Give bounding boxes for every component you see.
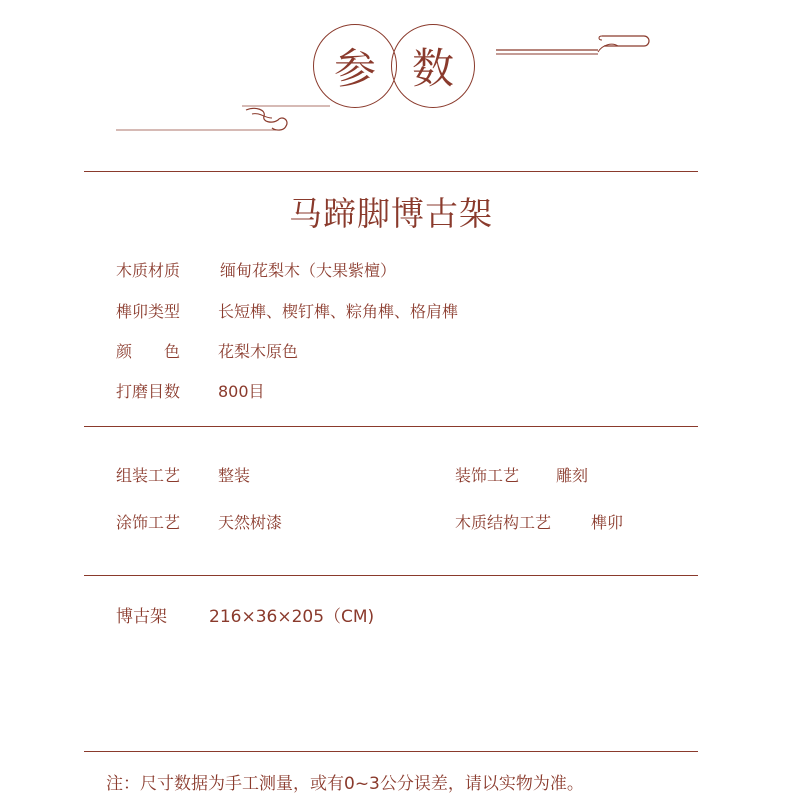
cloud-right-icon	[494, 30, 654, 60]
craft-label-structure: 木质结构工艺	[455, 513, 552, 532]
craft-label-decoration: 装饰工艺	[455, 466, 520, 485]
product-title: 马蹄脚博古架	[289, 194, 493, 233]
craft-value-decoration: 雕刻	[556, 466, 589, 485]
divider-3	[84, 575, 698, 576]
craft-label-assembly: 组装工艺	[116, 466, 181, 485]
spec-value-material: 缅甸花梨木（大果紫檀）	[220, 261, 397, 280]
cloud-left-icon	[116, 104, 291, 134]
divider-1	[84, 171, 698, 172]
spec-label-grit: 打磨目数	[116, 382, 181, 401]
dimension-label: 博古架	[116, 607, 167, 627]
spec-label-joinery: 榫卯类型	[116, 302, 181, 321]
header-char-2: 数	[391, 24, 475, 108]
spec-label-material: 木质材质	[116, 261, 181, 280]
divider-4	[84, 751, 698, 752]
craft-value-assembly: 整装	[218, 466, 251, 485]
measurement-note: 注：尺寸数据为手工测量，或有0~3公分误差，请以实物为准。	[106, 774, 584, 794]
craft-value-structure: 榫卯	[591, 513, 624, 532]
dimension-value: 216×36×205（CM)	[209, 607, 375, 627]
craft-value-finish: 天然树漆	[218, 513, 283, 532]
spec-value-color: 花梨木原色	[218, 342, 299, 361]
spec-value-joinery: 长短榫、楔钉榫、粽角榫、格肩榫	[218, 302, 459, 321]
header-char-1: 参	[313, 24, 397, 108]
spec-label-color: 颜 色	[116, 342, 181, 361]
spec-value-grit: 800目	[218, 382, 265, 401]
divider-2	[84, 426, 698, 427]
craft-label-finish: 涂饰工艺	[116, 513, 181, 532]
